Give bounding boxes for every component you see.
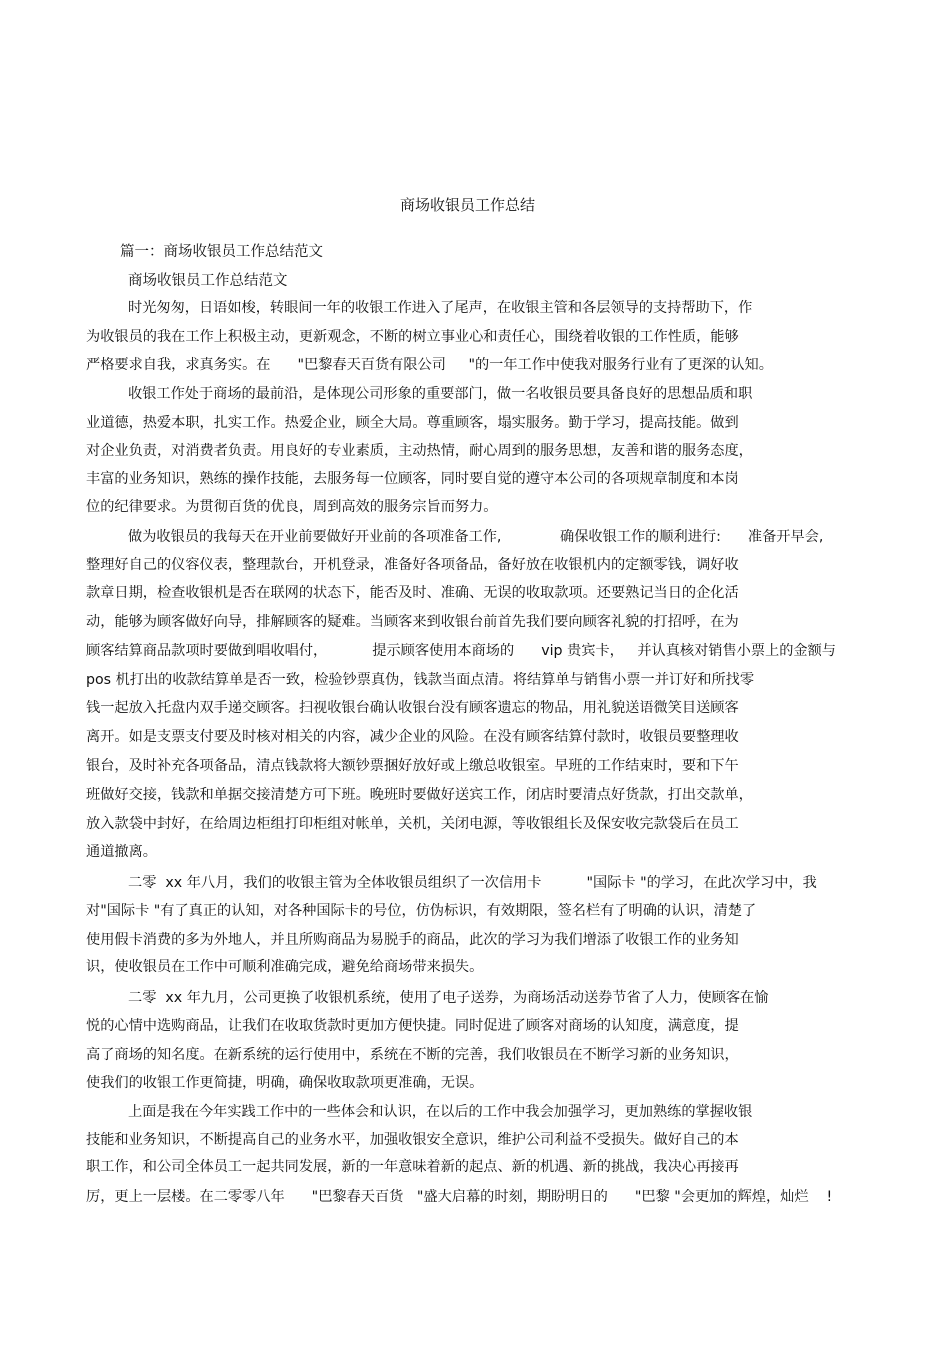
paragraph-line: 职工作，和公司全体员工一起共同发展，新的一年意味着新的起点、新的机遇、新的挑战，我决心再接再 [86,1159,739,1175]
paragraph-line: 业道德，热爱本职，扎实工作。热爱企业，顾全大局。尊重顾客，塌实服务。勤于学习，提高技能。做到 [86,415,739,431]
paragraph-line: 顾客结算商品款项时要做到唱收唱付， 提示顾客使用本商场的 vip 贵宾卡， 并认真核对销售小票上的金额与 [86,643,836,659]
paragraph-line: 时光匆匆，日语如梭，转眼间一年的收银工作进入了尾声，在收银主管和各层领导的支持帮助下，作 [128,300,753,316]
paragraph-line: 通道撤离。 [86,844,157,860]
paragraph-line: 银台，及时补充各项备品，清点钱款将大额钞票捆好放好或上缴总收银室。早班的工作结束时，要和下午 [86,758,739,774]
paragraph-line: 上面是我在今年实践工作中的一些体会和认识，在以后的工作中我会加强学习，更加熟练的掌握收银 [128,1104,753,1120]
paragraph-line: 款章日期，检查收银机是否在联网的状态下，能否及时、准确、无误的收取款项。还要熟记当日的企化活 [86,585,739,601]
paragraph-line: 收银工作处于商场的最前沿，是体现公司形象的重要部门，做一名收银员要具备良好的思想品质和职 [128,386,753,402]
paragraph-line: 技能和业务知识，不断提高自己的业务水平，加强收银安全意识，维护公司利益不受损失。做好自己的本 [86,1132,739,1148]
paragraph-line: 动，能够为顾客做好向导，排解顾客的疑难。当顾客来到收银台前首先我们要向顾客礼貌的打招呼，在为 [86,614,739,630]
paragraph-line: 钱一起放入托盘内双手递交顾客。扫视收银台确认收银台没有顾客遗忘的物品，用礼貌送语微笑目送顾客 [86,700,739,716]
paragraph-line: 二零 xx 年九月，公司更换了收银机系统，使用了电子送券，为商场活动送券节省了人力，使顾客在愉 [128,990,769,1006]
paragraph-line: 离开。如是支票支付要及时核对相关的内容，减少企业的风险。在没有顾客结算付款时，收银员要整理收 [86,729,739,745]
paragraph-line: 识，使收银员在工作中可顺利准确完成，避免给商场带来损失。 [86,959,484,975]
paragraph-line: 班做好交接，钱款和单据交接清楚方可下班。晚班时要做好送宾工作，闭店时要清点好货款，打出交款单， [86,787,753,803]
document-title: 商场收银员工作总结 [399,196,535,214]
paragraph-line: 对企业负责，对消费者负责。用良好的专业素质，主动热情，耐心周到的服务思想，友善和谐的服务态度， [86,443,753,459]
paragraph-line: 位的纪律要求。为贯彻百货的优良，周到高效的服务宗旨而努力。 [86,499,498,515]
paragraph-line: 严格要求自我，求真务实。在 "巴黎春天百货有限公司 "的一年工作中使我对服务行业有了更深的认知。 [86,357,773,373]
paragraph-line: 丰富的业务知识，熟练的操作技能，去服务每一位顾客，同时要自觉的遵守本公司的各项规章制度和本岗 [86,471,739,487]
paragraph-line: 使我们的收银工作更简捷，明确，确保收取款项更准确，无误。 [86,1075,484,1091]
paragraph-line: 厉，更上一层楼。在二零零八年 "巴黎春天百货 "盛大启幕的时刻，期盼明日的 "巴黎 "会更加的辉煌，灿烂 ! [86,1189,833,1205]
paragraph-line: 高了商场的知名度。在新系统的运行使用中，系统在不断的完善，我们收银员在不断学习新的业务知识， [86,1047,739,1063]
paragraph-line: 二零 xx 年八月，我们的收银主管为全体收银员组织了一次信用卡 "国际卡 "的学习，在此次学习中，我 [128,875,817,891]
paragraph-line: 使用假卡消费的多为外地人，并且所购商品为易脱手的商品，此次的学习为我们增添了收银工作的业务知 [86,932,739,948]
paragraph-line: 为收银员的我在工作上积极主动，更新观念，不断的树立事业心和责任心，围绕着收银的工作性质，能够 [86,329,739,345]
paragraph-line: 做为收银员的我每天在开业前要做好开业前的各项准备工作, 确保收银工作的顺利进行: 准备开早会, [128,529,824,545]
section-heading: 篇一：商场收银员工作总结范文 [120,244,323,260]
paragraph-line: 对"国际卡 "有了真正的认知，对各种国际卡的号位，仿伪标识，有效期限，签名栏有了明确的认识，清楚了 [86,903,757,919]
sub-heading: 商场收银员工作总结范文 [128,273,288,289]
paragraph-line: 放入款袋中封好，在给周边柜组打印柜组对帐单，关机，关闭电源，等收银组长及保安收完款袋后在员工 [86,816,739,832]
paragraph-line: pos 机打出的收款结算单是否一致，检验钞票真伪，钱款当面点清。将结算单与销售小票一并订好和所找零 [86,672,755,688]
paragraph-line: 悦的心情中选购商品，让我们在收取货款时更加方便快捷。同时促进了顾客对商场的认知度，满意度，提 [86,1018,739,1034]
paragraph-line: 整理好自己的仪容仪表，整理款台，开机登录，准备好各项备品，备好放在收银机内的定额零钱，调好收 [86,557,739,573]
